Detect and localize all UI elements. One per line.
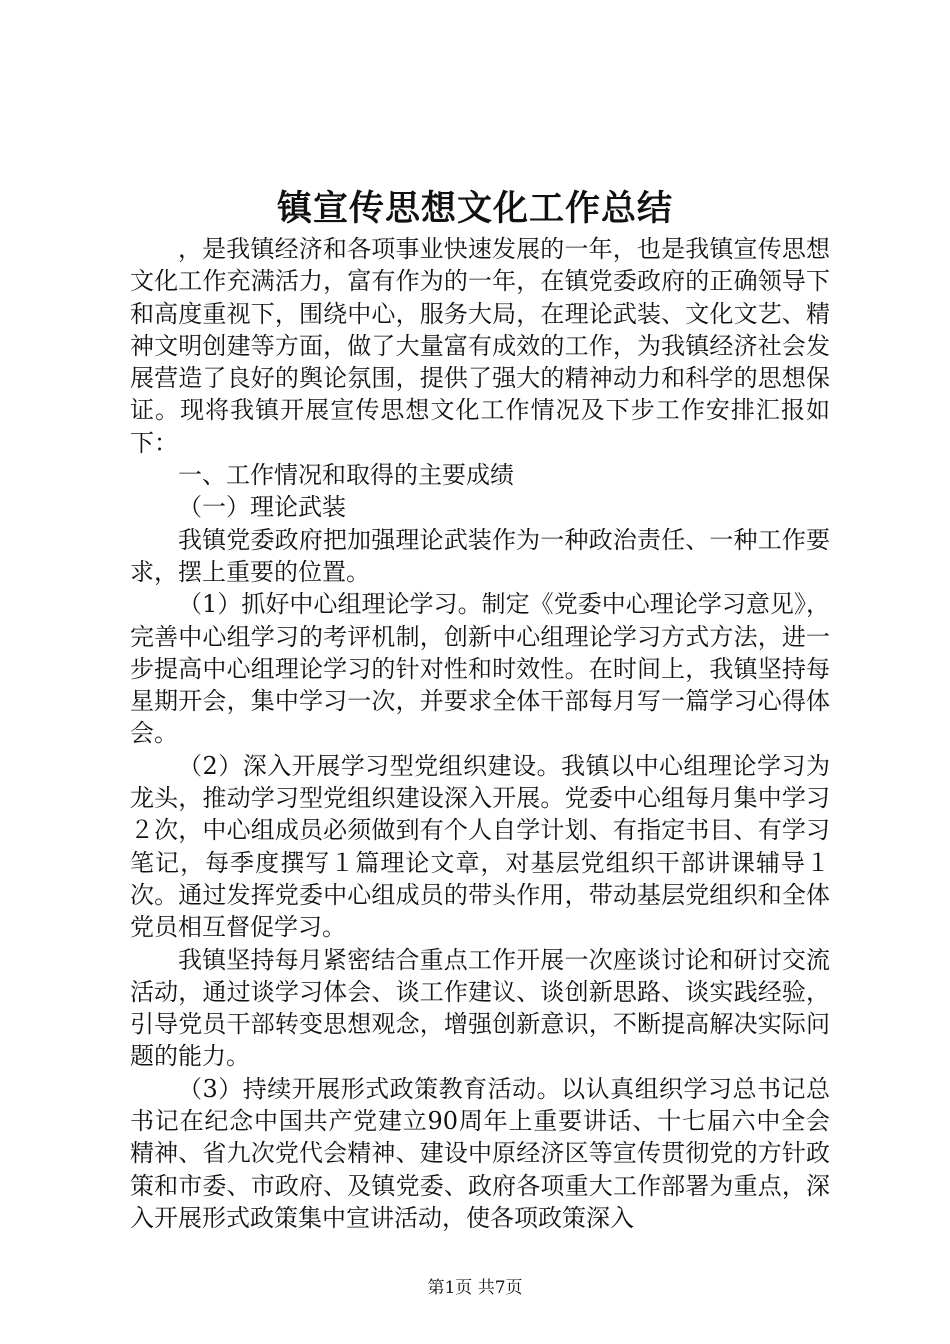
document-title: 镇宣传思想文化工作总结: [276, 188, 673, 229]
subsection-heading-1: （一）理论武装: [178, 493, 346, 522]
paragraph-intro: ，是我镇经济和各项事业快速发展的一年，也是我镇宣传思想文化工作充满活力，富有作为的一年，在镇党委政府的正确领导下和高度重视下，围绕中心，服务大局，在理论武装、文化文艺、精神文明创建等方面，做了大量富有成效的工作，为我镇经济社会发展营造了良好的舆论氛围，提供了强大的精神动力和科学的思想保证。现将我镇开展宣传思想文化工作情况及下步工作安排汇报如下：: [130, 235, 830, 457]
paragraph-item-1: （1）抓好中心组理论学习。制定《党委中心理论学习意见》，完善中心组学习的考评机制，创新中心组理论学习方式方法，进一步提高中心组理论学习的针对性和时效性。在时间上，我镇坚持每星期开会，集中学习一次，并要求全体干部每月写一篇学习心得体会。: [130, 590, 830, 748]
paragraph-item-2: （2）深入开展学习型党组织建设。我镇以中心组理论学习为龙头，推动学习型党组织建设深入开展。党委中心组每月集中学习２次，中心组成员必须做到有个人自学计划、有指定书目、有学习笔记，每季度撰写１篇理论文章，对基层党组织干部讲课辅导１次。通过发挥党委中心组成员的带头作用，带动基层党组织和全体党员相互督促学习。: [130, 751, 830, 942]
paragraph-item-3: （3）持续开展形式政策教育活动。以认真组织学习总书记总书记在纪念中国共产党建立90周年上重要讲话、十七届六中全会精神、省九次党代会精神、建设中原经济区等宣传贯彻党的方针政策和市委、市政府、及镇党委、政府各项重大工作部署为重点，深入开展形式政策集中宣讲活动，使各项政策深入: [130, 1074, 830, 1232]
paragraph-theory: 我镇党委政府把加强理论武装作为一种政治责任、一种工作要求，摆上重要的位置。: [130, 525, 830, 586]
section-heading-1: 一、工作情况和取得的主要成绩: [178, 461, 514, 490]
document-body: [130, 233, 830, 1234]
paragraph-discussion: 我镇坚持每月紧密结合重点工作开展一次座谈讨论和研讨交流活动，通过谈学习体会、谈工作建议、谈创新思路、谈实践经验，引导党员干部转变思想观念，增强创新意识，不断提高解决实际问题的能力。: [130, 945, 830, 1071]
page-footer: 第1页 共7页: [427, 1278, 523, 1298]
